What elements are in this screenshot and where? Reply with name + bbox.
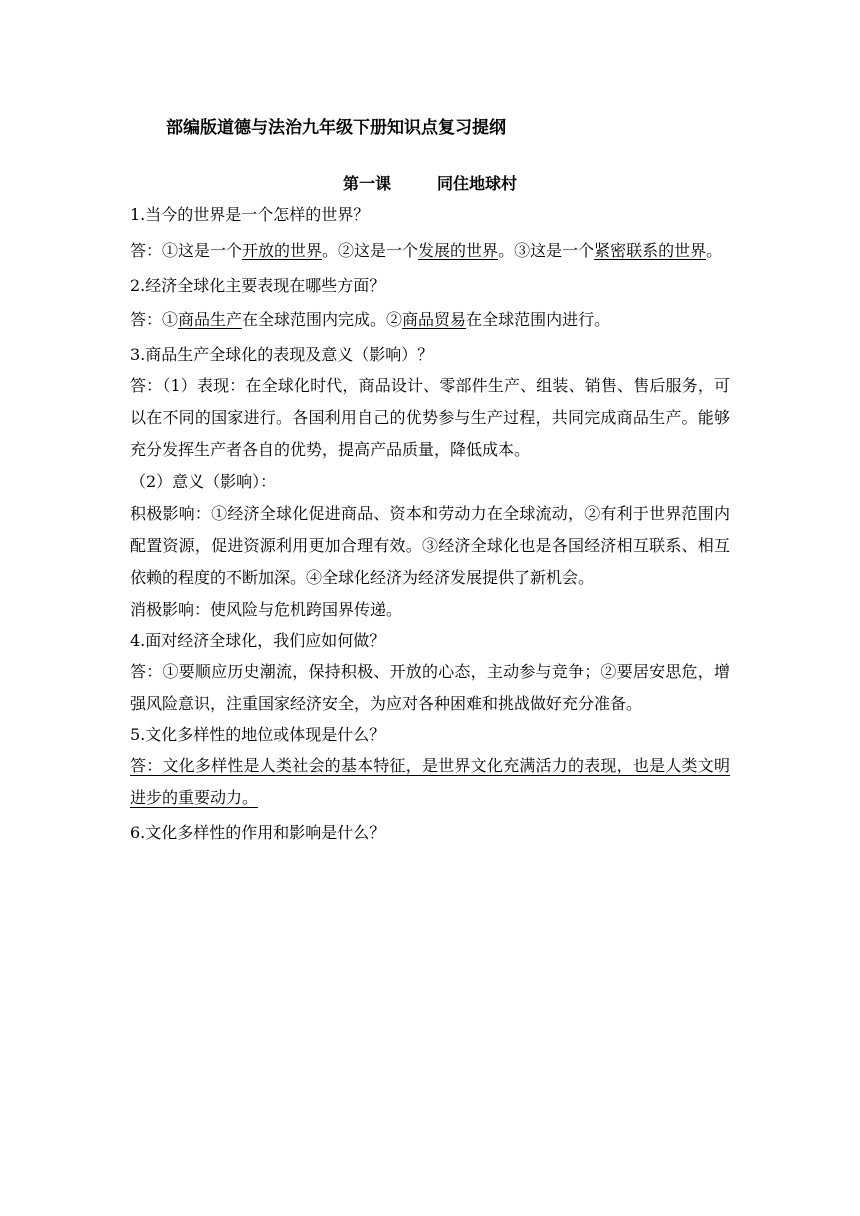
- answer-2-keyword-1: 商品生产: [178, 310, 243, 329]
- answer-2: 答：①商品生产在全球范围内完成。②商品贸易在全球范围内进行。: [130, 310, 611, 329]
- answer-3-negative-impact: 消极影响：使风险与危机跨国界传递。: [130, 600, 403, 619]
- question-5: 5.文化多样性的地位或体现是什么？: [130, 725, 386, 744]
- lesson-label: 第一课: [342, 174, 391, 193]
- answer-3-performance: 答：（1）表现：在全球化时代，商品设计、零部件生产、组装、销售、售后服务，可以在不同的国家进行。各国利用自己的优势参与生产过程，共同完成商品生产。能够充分发挥生产者各自的优势，提高产品质量，降低成本。: [130, 376, 730, 459]
- answer-1-keyword-2: 发展的世界: [418, 241, 499, 260]
- question-3: 3.商品生产全球化的表现及意义（影响）？: [130, 345, 434, 364]
- answer-2-keyword-2: 商品贸易: [402, 310, 467, 329]
- question-1: 1.当今的世界是一个怎样的世界？: [130, 205, 370, 224]
- lesson-heading: [0, 173, 860, 195]
- answer-4: 答：①要顺应历史潮流，保持积极、开放的心态，主动参与竞争；②要居安思危，增强风险意识，注重国家经济安全，为应对各种困难和挑战做好充分准备。: [130, 662, 730, 713]
- answer-1: 答：①这是一个开放的世界。②这是一个发展的世界。③这是一个紧密联系的世界。: [130, 241, 723, 260]
- question-4: 4.面对经济全球化，我们应如何做？: [130, 631, 386, 650]
- answer-5: 答：文化多样性是人类社会的基本特征，是世界文化充满活力的表现，也是人类文明进步的重要动力。: [130, 756, 730, 807]
- answer-1-keyword-3: 紧密联系的世界: [594, 241, 707, 260]
- document-title: 部编版道德与法治九年级下册知识点复习提纲: [166, 118, 506, 138]
- document-body: [130, 200, 730, 848]
- answer-3-positive-impact: 积极影响：①经济全球化促进商品、资本和劳动力在全球流动，②有利于世界范围内配置资源，促进资源利用更加合理有效。③经济全球化也是各国经济相互联系、相互依赖的程度的不断加深。④全球化经济为经济发展提供了新机会。: [130, 504, 730, 587]
- answer-3-significance-heading: （2）意义（影响）：: [130, 472, 277, 491]
- question-2: 2.经济全球化主要表现在哪些方面？: [130, 276, 386, 295]
- question-6: 6.文化多样性的作用和影响是什么？: [130, 823, 386, 842]
- lesson-name: 同住地球村: [437, 174, 518, 193]
- answer-1-keyword-1: 开放的世界: [242, 241, 323, 260]
